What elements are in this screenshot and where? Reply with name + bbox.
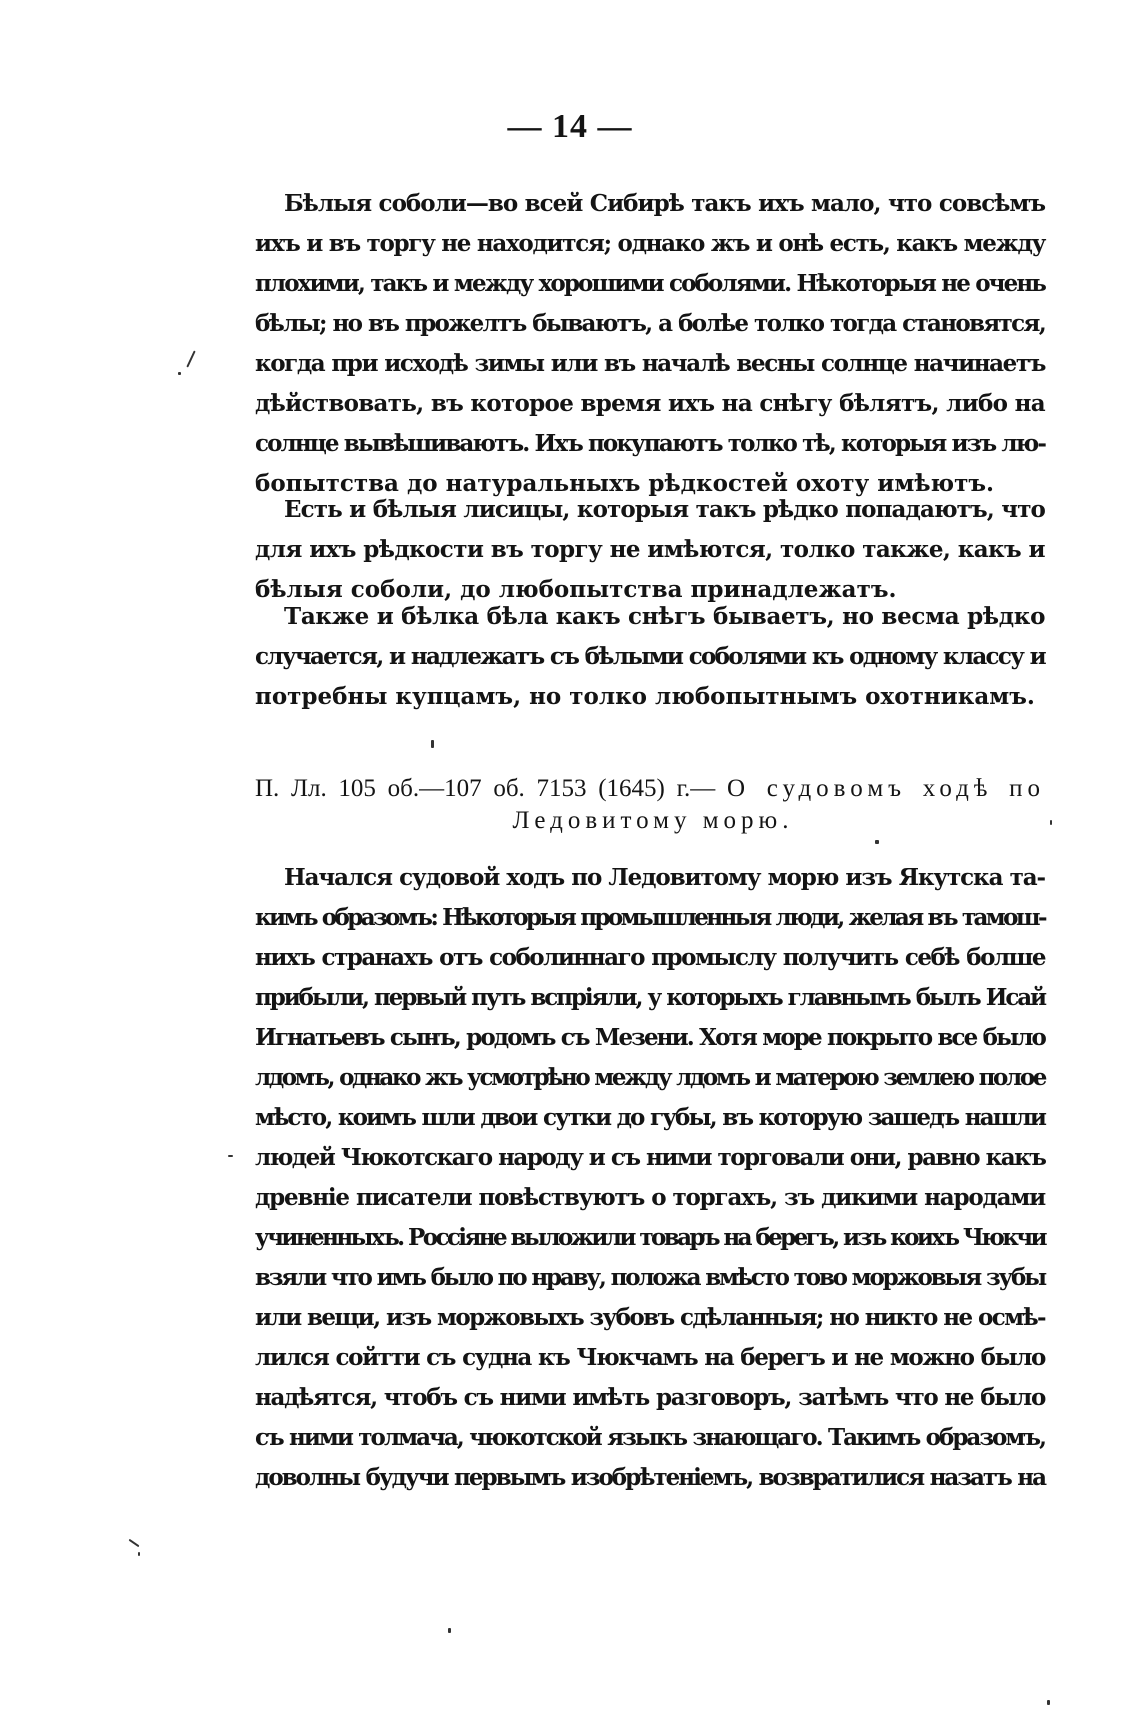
- scan-speck: [1050, 820, 1052, 825]
- text-line: бѣлы; но въ прожелтъ бываютъ, а болѣе толко тогда становятся,: [255, 310, 1045, 337]
- scan-speck: [448, 1628, 451, 1633]
- text-line: мѣсто, коимъ шли двои сутки до губы, въ которую зашедъ нашли: [255, 1104, 1045, 1131]
- scan-speck: [228, 1155, 233, 1157]
- text-line: бопытства до натуральныхъ рѣдкостей охоту имѣютъ.: [255, 470, 994, 497]
- text-line: когда при исходѣ зимы или въ началѣ весны солнце начинаетъ: [255, 350, 1045, 377]
- text-line: плохими, такъ и между хорошими соболями. Нѣкоторыя не очень: [255, 270, 1045, 297]
- text-line: Игнатьевъ сынъ, родомъ съ Мезени. Хотя море покрыто все было: [255, 1024, 1045, 1051]
- paragraph-white-squirrel: [255, 597, 1045, 717]
- text-line: ихъ и въ торгу не находится; однако жъ и онѣ есть, какъ между: [255, 230, 1045, 257]
- text-line: древніе писатели повѣствуютъ о торгахъ, зъ дикими народами: [255, 1184, 1045, 1211]
- paragraph-white-foxes: [255, 490, 1045, 610]
- text-line: кимъ образомъ: Нѣкоторыя промышленныя люди, желая въ тамош-: [255, 904, 1045, 931]
- text-line: дѣйствовать, въ которое время ихъ на снѣгу бѣлятъ, либо на: [255, 390, 1045, 417]
- text-line: или вещи, изъ моржовыхъ зубовъ сдѣланныя; но никто не осмѣ-: [255, 1304, 1045, 1331]
- scan-speck: [178, 372, 181, 375]
- scan-speck: [186, 350, 195, 367]
- text-line: Бѣлыя соболи—во всей Сибирѣ такъ ихъ мало, что совсѣмъ: [284, 190, 1045, 217]
- text-line: людей Чюкотскаго народу и съ ними торговали они, равно какъ: [255, 1144, 1046, 1171]
- text-line: солнце вывѣшиваютъ. Ихъ покупаютъ толко тѣ, которыя изъ лю-: [255, 430, 1045, 457]
- text-line: Есть и бѣлыя лисицы, которыя такъ рѣдко попадаютъ, что: [284, 496, 1045, 523]
- text-line: случается, и надлежатъ съ бѣлыми соболями къ одному классу и: [255, 643, 1045, 670]
- scan-speck: [431, 740, 434, 748]
- text-line: прибыли, первый путь вспріяли, у которыхъ главнымъ былъ Исай: [255, 984, 1045, 1011]
- text-line: бѣлыя соболи, до любопытства принадлежатъ.: [255, 576, 897, 603]
- text-line: взяли что имъ было по нраву, положа вмѣсто тово моржовыя зубы: [255, 1264, 1045, 1291]
- paragraph-arctic-voyage: [255, 858, 1045, 1498]
- text-line: нихъ странахъ отъ соболиннаго промыслу получить себѣ болше: [255, 944, 1045, 971]
- text-line: потребны купцамъ, но толко любопытнымъ охотникамъ.: [255, 683, 1035, 710]
- heading-reference: П. Лл. 105 об.—107 об. 7153 (1645) г.—: [255, 775, 716, 802]
- text-line: Также и бѣлка бѣла какъ снѣгъ бываетъ, но весма рѣдко: [284, 603, 1046, 630]
- text-line: съ ними толмача, чюкотской языкъ знающаго. Такимъ образомъ,: [255, 1424, 1045, 1451]
- text-line: для ихъ рѣдкости въ торгу не имѣются, толко также, какъ и: [255, 536, 1045, 563]
- section-heading: [255, 773, 1045, 837]
- text-line: учиненныхъ. Россіяне выложили товаръ на берегъ, изъ коихъ Чюкчи: [255, 1224, 1045, 1251]
- heading-title-part-2: Ледовитому морю.: [512, 807, 794, 834]
- text-line: лился сойтти съ судна къ Чюкчамъ на берегъ и не можно было: [255, 1344, 1045, 1371]
- page-number: — 14 —: [507, 108, 633, 145]
- text-line: Начался судовой ходъ по Ледовитому морю изъ Якутска та-: [284, 864, 1045, 891]
- scan-speck: [138, 1552, 140, 1556]
- heading-line-1: [255, 773, 1045, 805]
- text-line: доволны будучи первымъ изобрѣтеніемъ, возвратилися назатъ на: [255, 1464, 1045, 1491]
- text-line: надѣятся, чтобъ съ ними имѣть разговоръ, затѣмъ что не было: [255, 1384, 1045, 1411]
- scan-speck: [875, 840, 879, 844]
- heading-title-part-1: О судовомъ ходѣ по: [726, 775, 1045, 802]
- paragraph-white-sables: [255, 184, 1045, 504]
- scan-speck: [1047, 1700, 1050, 1705]
- scan-speck: [129, 1539, 140, 1548]
- text-line: лдомъ, однако жъ усмотрѣно между лдомъ и матерою землею полое: [255, 1064, 1045, 1091]
